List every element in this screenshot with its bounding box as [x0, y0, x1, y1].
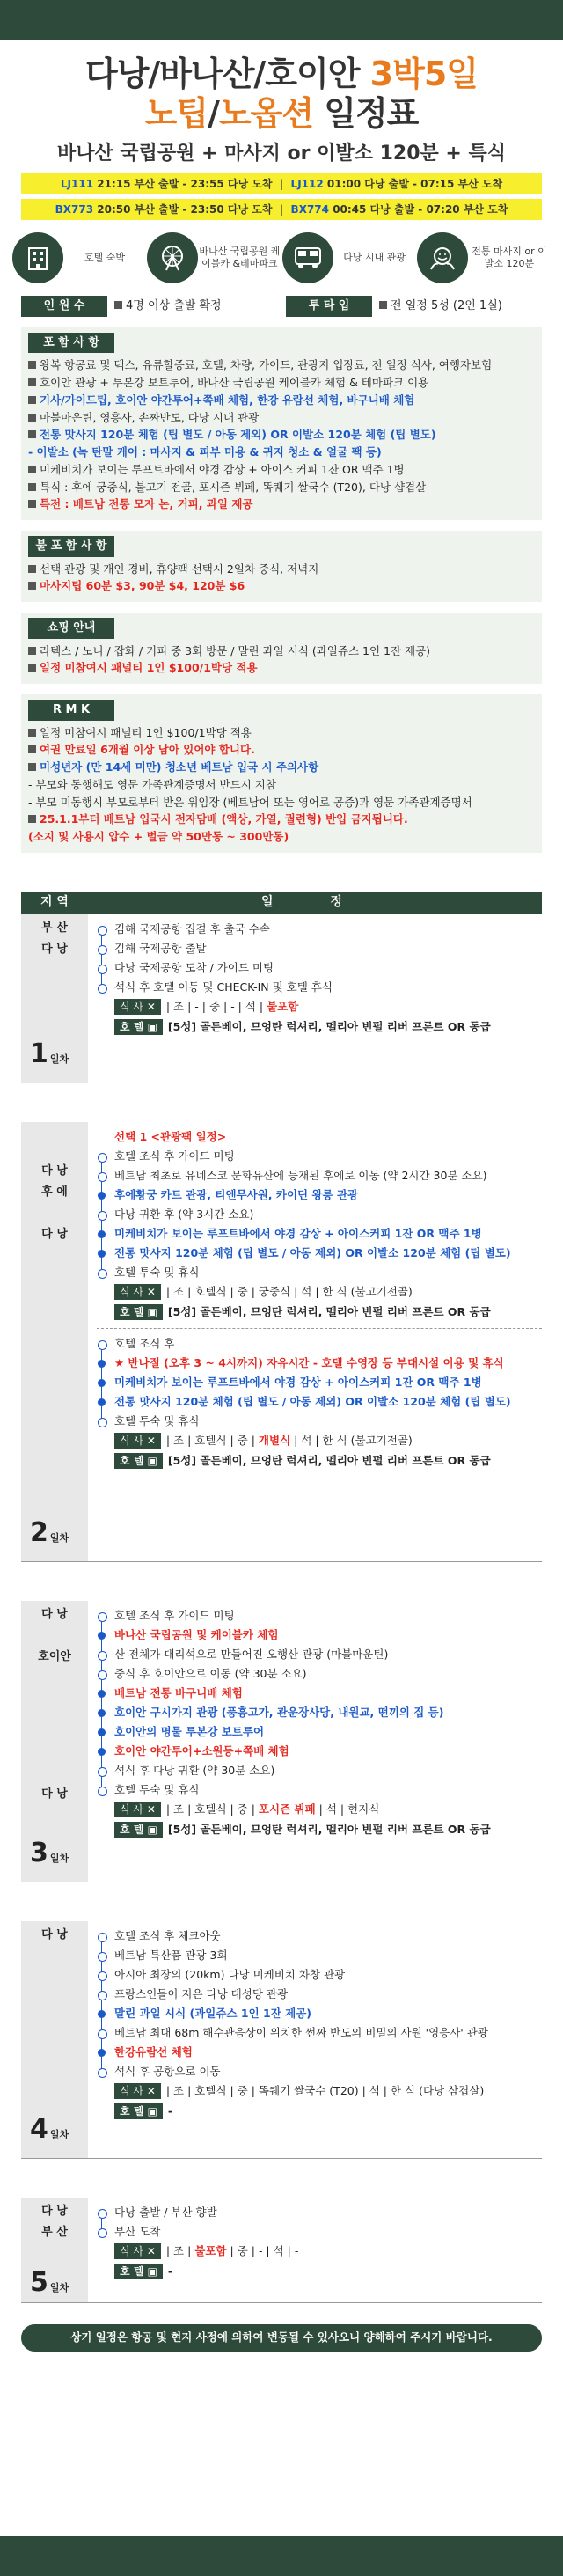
meal-tag-text: 식 사 — [120, 1434, 143, 1447]
bullet-icon — [28, 430, 36, 438]
item-text: 석식 후 공항으로 이동 — [114, 2064, 221, 2078]
list-item — [28, 479, 535, 496]
hotel-text: - — [167, 2103, 173, 2117]
title-slash: / — [208, 93, 219, 133]
item-text: 아시아 최장의 (20km) 다낭 미케비치 차창 관광 — [114, 1967, 346, 1981]
rmk-box — [21, 694, 542, 853]
ferris-wheel-icon — [147, 232, 198, 283]
meal-tag-text: 식 사 — [120, 1000, 143, 1013]
feature-label: 다낭 시내 관광 — [343, 252, 406, 263]
title-schedule: 일정표 — [324, 93, 419, 133]
day-number — [30, 1517, 69, 1549]
list-item — [28, 461, 535, 479]
meal-red: 포시즌 뷔페 — [258, 1802, 316, 1816]
item-text: 중식 후 호이안으로 이동 (약 30분 소요) — [114, 1666, 307, 1680]
bullet-icon — [28, 361, 36, 369]
meal-tag: 식 사 ✕ — [114, 1284, 161, 1300]
item-text: 호텔 조식 후 체크아웃 — [114, 1928, 221, 1942]
item-text: (소지 및 사용시 압수 + 벌금 약 50만동 ~ 300만동) — [28, 830, 289, 844]
page-subtitle: 바나산 국립공원 + 마사지 or 이발소 120분 + 특식 — [56, 143, 507, 165]
list-item — [28, 776, 535, 794]
title-notip: 노팁 — [144, 93, 208, 133]
bullet-icon — [28, 414, 36, 422]
meal-red: 불포함 — [194, 2243, 227, 2257]
meal-row — [114, 997, 542, 1016]
feature-icons — [0, 220, 563, 283]
item-text: 베트남 최대 68m 해수관음상이 위치한 썬짜 반도의 비밀의 사원 '영응사' 관광 — [114, 2025, 488, 2039]
hotel-tag-text: 호 텔 — [120, 2264, 144, 2278]
bottom-band — [0, 2536, 563, 2576]
list-item — [97, 1224, 542, 1244]
hotel-tag-text: 호 텔 — [120, 1305, 144, 1318]
list-item — [97, 1926, 542, 1946]
item-text: ★ 반나절 (오후 3 ~ 4시까지) 자유시간 - 호텔 수영장 등 부대시설 이용 및 휴식 — [114, 1355, 504, 1369]
hotel-text: [5성] 골든베이, 므엉탄 럭셔리, 멜리아 빈펄 리버 프론트 OR 동급 — [167, 1304, 491, 1318]
hotel-tag-text: 호 텔 — [120, 2104, 144, 2117]
item-text: 일정 미참여시 패널티 1인 $100/1박당 적용 — [40, 725, 252, 739]
flight-code: LJ111 — [60, 178, 94, 191]
list-item — [97, 1965, 542, 1985]
col-schedule: 일 정 — [261, 895, 369, 910]
list-item — [28, 759, 535, 776]
item-text: 부산 도착 — [114, 2224, 161, 2238]
people-info — [21, 296, 277, 317]
item-text: 여권 만료일 6개월 이상 남아 있어야 합니다. — [40, 743, 255, 757]
hotel-row — [114, 1450, 542, 1471]
flight-code: BX774 — [290, 203, 329, 217]
item-text: 한강유람선 체험 — [114, 2044, 193, 2059]
included-list — [28, 356, 535, 513]
flight-time: 00:45 다낭 출발 - 07:20 부산 도착 — [333, 203, 508, 217]
item-text: 베트남 최초로 유네스코 문화유산에 등재된 후에로 이동 (약 2시간 30분 소요) — [114, 1168, 487, 1182]
item-text: 호텔 조식 후 가이드 미팅 — [114, 1149, 235, 1163]
list-item — [97, 1412, 542, 1431]
day-suffix: 일차 — [49, 1053, 69, 1066]
day-schedule — [88, 1122, 542, 1561]
item-text: - 이발소 (녹 탄말 케어 : 마사지 & 피부 미용 & 귀지 청소 & 얼굴 팩 등) — [28, 445, 382, 459]
item-text: 김해 국제공항 출발 — [114, 941, 207, 955]
day-num: 3 — [30, 1838, 48, 1869]
title-nooption: 노옵션 — [218, 93, 314, 133]
item-text: 산 전체가 대리석으로 만들어진 오행산 관광 (마블마운틴) — [114, 1647, 389, 1661]
bullet-icon — [28, 378, 36, 386]
list-item — [28, 794, 535, 811]
itinerary-header — [21, 892, 542, 914]
day-number — [30, 1840, 69, 1868]
page-title — [18, 55, 545, 94]
item-text: 특식 : 후에 궁중식, 불고기 전골, 포시즌 뷔페, 똑퀘기 쌀국수 (T20), 다낭 샵겹살 — [40, 480, 427, 494]
list-item — [97, 939, 542, 958]
item-text: 미케비치가 보이는 루프트바에서 야경 감상 + 아이스커피 1잔 OR 맥주 1병 — [114, 1375, 482, 1389]
item-text: - 부모 미동행시 부모로부터 받은 위임장 (베트남어 또는 영어로 공증)과 영문 가족관계증명서 — [28, 795, 472, 809]
bullet-icon — [28, 815, 36, 823]
day-label — [21, 914, 88, 1083]
hotel-row — [114, 1016, 542, 1038]
list-item — [97, 1742, 542, 1761]
meal-text: | 조 | 호텔식 | 중 | 똑퀘기 쌀국수 (T20) | 석 | 한 식 (다낭 삼겹살) — [165, 2083, 485, 2097]
region-label: 다 낭 — [41, 2204, 68, 2218]
bullet-icon — [28, 582, 36, 590]
meal-text: | 중 | - | 석 | - — [230, 2243, 299, 2257]
list-item — [97, 1166, 542, 1185]
list-item — [28, 577, 535, 595]
item-text: 전통 맛사지 120분 체험 (팁 별도 / 아동 제외) OR 이발소 120분 체험 (팁 별도) — [114, 1245, 511, 1259]
list-item — [28, 561, 535, 578]
page-title-line2 — [18, 94, 545, 135]
people-text: 4명 이상 출발 확정 — [126, 299, 222, 313]
region-label: 다 낭 — [41, 1163, 68, 1178]
item-text: 호텔 조식 후 — [114, 1336, 175, 1350]
people-tag: 인 원 수 — [21, 296, 107, 317]
bullet-icon — [379, 301, 387, 309]
bullet-icon — [28, 565, 36, 573]
item-text: 호이안 구시가지 관광 (풍흥고가, 관운장사당, 내원교, 떤끼의 집 등) — [114, 1705, 444, 1719]
day-label — [21, 1122, 88, 1561]
list-item — [97, 1684, 542, 1703]
list-item — [97, 1703, 542, 1722]
day-schedule — [88, 1601, 542, 1882]
item-text: 석식 후 호텔 이동 및 CHECK-IN 및 호텔 휴식 — [114, 980, 333, 994]
list-item — [97, 1244, 542, 1263]
info-row — [0, 283, 563, 317]
day-schedule — [88, 914, 542, 1083]
hotel-text: [5성] 골든베이, 므엉탄 럭셔리, 멜리아 빈펄 리버 프론트 OR 동급 — [167, 1019, 491, 1033]
hotel-tag: 호 텔 ▣ — [114, 2103, 163, 2119]
hotel-tag-text: 호 텔 — [120, 1823, 144, 1836]
feature-label: 호텔 숙박 — [84, 252, 125, 263]
feature-massage — [417, 232, 551, 283]
meal-red: 불포함 — [267, 999, 299, 1013]
hotel-row — [114, 2261, 542, 2282]
region-label: 다 낭 — [41, 1227, 68, 1241]
hotel-tag: 호 텔 ▣ — [114, 1822, 163, 1838]
day-label — [21, 1921, 88, 2158]
top-band — [0, 0, 563, 40]
day-num: 2 — [30, 1517, 48, 1549]
item-text: 석식 후 다낭 귀환 (약 30분 소요) — [114, 1763, 275, 1777]
meal-row — [114, 1431, 542, 1450]
meal-tag: 식 사 ✕ — [114, 999, 161, 1015]
item-text: 라텍스 / 노니 / 잡화 / 커피 중 3회 방문 / 말린 과일 시식 (과일쥬스 1인 1잔 제공) — [40, 643, 431, 657]
list-item — [28, 426, 535, 444]
feature-hotel — [12, 232, 146, 283]
item-text: 베트남 전통 바구니배 체험 — [114, 1685, 243, 1699]
region-label: 후 에 — [41, 1185, 68, 1199]
day-5 — [21, 2198, 542, 2303]
list-item — [97, 1205, 542, 1224]
flight-row-2: BX773 20:50 부산 출발 - 23:50 다낭 도착 | BX774 00:45 다낭 출발 - 07:20 부산 도착 — [21, 199, 542, 220]
list-item — [28, 374, 535, 392]
list-item — [97, 2062, 542, 2081]
list-item — [97, 2203, 542, 2222]
item-text: 말린 과일 시식 (과일쥬스 1인 1잔 제공) — [114, 2006, 311, 2020]
meal-tag: 식 사 ✕ — [114, 2243, 161, 2259]
item-text: 베트남 특산품 관광 3회 — [114, 1948, 228, 1962]
region-label: 다 낭 — [41, 1787, 68, 1801]
list-item — [97, 1626, 542, 1645]
day-num: 4 — [30, 2114, 48, 2146]
list-item — [28, 495, 535, 513]
massage-icon — [417, 232, 468, 283]
item-text: 미케비치가 보이는 루프트바에서 야경 감상 + 아이스 커피 1잔 OR 맥주 1병 — [40, 462, 405, 476]
col-region: 지 역 — [40, 895, 69, 910]
meal-text: | 석 | 한 식 (불고기전골) — [294, 1433, 413, 1447]
day-num: 5 — [30, 2267, 48, 2299]
title-duration: 3박5일 — [369, 55, 478, 93]
hotel-row — [114, 2101, 542, 2122]
item-text: 바나산 국립공원 및 케이블카 체험 — [114, 1627, 279, 1641]
region-label: 다 낭 — [41, 942, 68, 956]
list-item — [28, 724, 535, 742]
meal-text: | 조 | 호텔식 | 중 | 궁중식 | 석 | 한 식 (불고기전골) — [165, 1284, 413, 1298]
flight-time: 21:15 부산 출발 - 23:55 다낭 도착 — [97, 178, 273, 191]
list-item — [97, 1334, 542, 1354]
meal-red: 개별식 — [258, 1433, 291, 1447]
item-text: 호이안 야간투어+소원등+쪽배 체험 — [114, 1743, 289, 1758]
item-text: 김해 국제공항 집결 후 출국 수속 — [114, 921, 270, 936]
list-item — [97, 1722, 542, 1742]
list-item — [97, 1664, 542, 1684]
item-text: 프랑스인들이 지은 다낭 대성당 관광 — [114, 1986, 289, 2000]
bullet-icon — [28, 466, 36, 473]
header — [0, 40, 563, 168]
day-suffix: 일차 — [49, 2282, 69, 2294]
list-item — [97, 1354, 542, 1373]
list-item — [97, 978, 542, 997]
meal-tag-text: 식 사 — [120, 2244, 143, 2257]
included-tag: 포 함 사 항 — [28, 333, 114, 354]
item-text: 기사/가이드팁, 호이안 야간투어+쪽배 체험, 한강 유람선 체험, 바구니배 체험 — [40, 393, 415, 407]
excluded-tag: 불 포 함 사 항 — [28, 536, 114, 557]
bus-icon — [282, 232, 333, 283]
day-label — [21, 1601, 88, 1882]
hotel-row — [114, 1302, 542, 1323]
meal-tag-text: 식 사 — [120, 1802, 143, 1816]
list-item — [97, 1985, 542, 2004]
bullet-icon — [114, 301, 122, 309]
day-schedule — [88, 1921, 542, 2158]
list-item — [28, 409, 535, 427]
item-text: 호텔 투숙 및 휴식 — [114, 1413, 200, 1427]
shopping-tag: 쇼핑 안내 — [28, 618, 114, 639]
bullet-icon — [28, 664, 36, 672]
item-text: 전통 맛사지 120분 체험 (팁 별도 / 아동 제외) OR 이발소 120분 체험 (팁 별도) — [40, 428, 436, 442]
meal-row — [114, 2081, 542, 2101]
item-text: 25.1.1부터 베트남 입국시 전자담배 (액상, 가열, 궐련형) 반입 금지됩니다. — [40, 812, 408, 826]
item-text: 다낭 출발 / 부산 향발 — [114, 2205, 217, 2219]
footer-notice: 상기 일정은 항공 및 현지 사정에 의하여 변동될 수 있사오니 양해하여 주시기 바랍니다. — [21, 2324, 542, 2352]
list-item — [97, 920, 542, 939]
list-item — [97, 1373, 542, 1392]
day-4 — [21, 1921, 542, 2159]
item-text: 호이안의 명물 투본강 보트투어 — [114, 1724, 265, 1738]
day-suffix: 일차 — [49, 2129, 69, 2141]
divider — [97, 1328, 542, 1329]
flight-time: 01:00 다낭 출발 - 07:15 부산 도착 — [326, 178, 503, 191]
bullet-icon — [28, 763, 36, 771]
meal-tag-text: 식 사 — [120, 2084, 143, 2097]
list-item — [28, 659, 535, 677]
tour-tag: 투 타 입 — [286, 296, 372, 317]
region-label: 부 산 — [41, 921, 68, 935]
day-3 — [21, 1601, 542, 1882]
day-label — [21, 2198, 88, 2302]
item-text: 호텔 조식 후 가이드 미팅 — [114, 1608, 235, 1622]
hotel-tag-text: 호 텔 — [120, 1020, 144, 1033]
flight-row-1: LJ111 21:15 부산 출발 - 23:55 다낭 도착 | LJ112 01:00 다낭 출발 - 07:15 부산 도착 — [21, 173, 542, 194]
list-item — [97, 2222, 542, 2242]
list-item — [97, 1263, 542, 1282]
hotel-icon — [12, 232, 63, 283]
tour-value — [379, 297, 502, 315]
item-text: 후에황궁 카트 관광, 티엔무사원, 카이딘 왕릉 관광 — [114, 1187, 359, 1201]
day-number — [30, 2114, 69, 2146]
hotel-tag: 호 텔 ▣ — [114, 1453, 163, 1469]
list-item — [97, 1780, 542, 1800]
rmk-tag: R M K — [28, 700, 114, 721]
meal-text: | 조 | 호텔식 | 중 | — [165, 1802, 255, 1816]
list-item — [28, 741, 535, 759]
item-text: 호이안 관광 + 투본강 보트투어, 바나산 국립공원 케이블카 체험 & 테마파크 이용 — [40, 376, 429, 390]
region-label: 호이안 — [38, 1649, 71, 1663]
item-text: 호텔 투숙 및 휴식 — [114, 1265, 200, 1279]
region-label: 다 낭 — [41, 1927, 68, 1941]
bullet-icon — [28, 745, 36, 753]
item-text: 왕복 항공료 및 텍스, 유류할증료, 호텔, 차량, 가이드, 관광지 입장료, 전 일정 식사, 여행자보험 — [40, 358, 493, 372]
day-suffix: 일차 — [49, 1853, 69, 1865]
day-schedule — [88, 2198, 542, 2302]
item-text: - 부모와 동행해도 영문 가족관계증명서 반드시 지참 — [28, 777, 276, 791]
flight-code: BX773 — [55, 203, 94, 217]
feature-bana — [147, 232, 281, 283]
item-text: 미케비치가 보이는 루프트바에서 야경 감상 + 아이스커피 1잔 OR 맥주 1병 — [114, 1226, 482, 1240]
list-item — [97, 1645, 542, 1664]
day-number — [30, 2267, 69, 2299]
day-2 — [21, 1122, 542, 1562]
day-num: 1 — [30, 1038, 48, 1070]
hotel-text: - — [167, 2264, 173, 2278]
list-item — [97, 2023, 542, 2043]
bullet-icon — [28, 396, 36, 404]
list-item — [28, 811, 535, 828]
list-item — [97, 1946, 542, 1965]
item-text: 특전 : 베트남 전통 모자 논, 커피, 과일 제공 — [40, 497, 253, 511]
hotel-tag: 호 텔 ▣ — [114, 2264, 163, 2279]
meal-row — [114, 2242, 542, 2261]
list-item — [97, 1761, 542, 1780]
item-text: 전통 맛사지 120분 체험 (팁 별도 / 아동 제외) OR 이발소 120분 체험 (팁 별도) — [114, 1394, 511, 1408]
hotel-tag: 호 텔 ▣ — [114, 1019, 163, 1035]
hotel-row — [114, 1819, 542, 1840]
list-item — [28, 828, 535, 846]
meal-tag: 식 사 ✕ — [114, 1433, 161, 1449]
item-text: 마블마운틴, 영흥사, 손짜반도, 다낭 시내 관광 — [40, 410, 260, 424]
day-suffix: 일차 — [49, 1532, 69, 1545]
excluded-box — [21, 531, 542, 602]
shopping-box — [21, 613, 542, 684]
feature-label: 전통 마사지 or 이발소 120분 — [472, 245, 547, 270]
item-text: 마사지팁 60분 $3, 90분 $4, 120분 $6 — [40, 579, 245, 593]
item-text: 미성년자 (만 14세 미만) 청소년 베트남 입국 시 주의사항 — [40, 760, 319, 774]
region-label: 다 낭 — [41, 1607, 68, 1621]
item-text: 다낭 귀환 후 (약 3시간 소요) — [114, 1207, 254, 1221]
meal-text: | 조 | — [165, 2243, 192, 2257]
tour-text: 전 일정 5성 (2인 1실) — [391, 299, 502, 313]
list-item — [28, 642, 535, 660]
hotel-text: [5성] 골든베이, 므엉탄 럭셔리, 멜리아 빈펄 리버 프론트 OR 동급 — [167, 1453, 491, 1467]
item-text: 다낭 국제공항 도착 / 가이드 미팅 — [114, 960, 274, 974]
list-item — [97, 958, 542, 978]
meal-tag: 식 사 ✕ — [114, 2083, 161, 2099]
flight-code: LJ112 — [290, 178, 324, 191]
hotel-tag-text: 호 텔 — [120, 1454, 144, 1467]
list-item — [97, 1185, 542, 1205]
item-text: 일정 미참여시 패널티 1인 $100/1박당 적용 — [40, 661, 258, 675]
feature-label: 바나산 국립공원 케이블카 &테마파크 — [199, 245, 281, 270]
title-destinations: 다낭/바나산/호이안 — [85, 55, 360, 93]
item-text: 호텔 투숙 및 휴식 — [114, 1782, 200, 1796]
tour-info — [286, 296, 542, 317]
meal-row — [114, 1800, 542, 1819]
meal-row — [114, 1282, 542, 1302]
meal-text: | 석 | 현지식 — [318, 1802, 380, 1816]
bullet-icon — [28, 729, 36, 737]
meal-text: | 조 | - | 중 | - | 석 | — [165, 999, 264, 1013]
day-1 — [21, 914, 542, 1083]
feature-city — [282, 232, 416, 283]
day-number — [30, 1038, 69, 1070]
meal-tag-text: 식 사 — [120, 1285, 143, 1298]
meal-tag: 식 사 ✕ — [114, 1802, 161, 1817]
list-item — [28, 356, 535, 374]
list-item — [28, 444, 535, 461]
list-item — [28, 392, 535, 409]
bullet-icon — [28, 483, 36, 491]
meal-text: | 조 | 호텔식 | 중 | — [165, 1433, 255, 1447]
hotel-text: [5성] 골든베이, 므엉탄 럭셔리, 멜리아 빈펄 리버 프론트 OR 동급 — [167, 1822, 491, 1836]
people-value — [114, 297, 222, 315]
option-label: 선택 1 <관광팩 일정> — [114, 1129, 227, 1143]
item-text: 선택 관광 및 개인 경비, 휴양팩 선택시 2일차 중식, 저녁지 — [40, 561, 319, 576]
region-label: 부 산 — [41, 2225, 68, 2239]
list-item — [97, 1606, 542, 1626]
hotel-tag: 호 텔 ▣ — [114, 1304, 163, 1320]
list-item — [97, 1392, 542, 1412]
list-item — [97, 1147, 542, 1166]
bullet-icon — [28, 647, 36, 655]
flight-time: 20:50 부산 출발 - 23:50 다낭 도착 — [97, 203, 273, 217]
list-item — [97, 2043, 542, 2062]
included-box — [21, 327, 542, 520]
bullet-icon — [28, 500, 36, 508]
list-item — [97, 2004, 542, 2023]
